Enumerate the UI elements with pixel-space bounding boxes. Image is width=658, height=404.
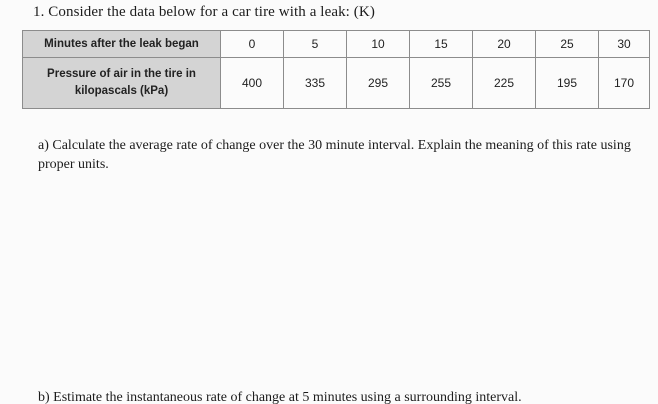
table-cell: 195	[536, 58, 599, 109]
table-cell: 295	[347, 58, 410, 109]
table-cell: 20	[473, 31, 536, 58]
table-cell: 10	[347, 31, 410, 58]
table-row-pressure	[23, 58, 650, 109]
row-header-pressure-line2: kilopascals (kPa)	[74, 85, 169, 97]
table-cell: 170	[599, 58, 650, 109]
question-part-a: a) Calculate the average rate of change over the 30 minute interval. Explain the meaning of this rate using proper units.	[38, 138, 631, 172]
table-cell: 15	[410, 31, 473, 58]
data-table	[22, 30, 650, 109]
question-title: 1. Consider the data below for a car tire with a leak: (K)	[33, 4, 375, 20]
table-row-minutes	[23, 31, 650, 58]
table-cell: 255	[410, 58, 473, 109]
table-cell: 400	[221, 58, 284, 109]
table-cell: 335	[284, 58, 347, 109]
table-cell: 30	[599, 31, 650, 58]
table-cell: 25	[536, 31, 599, 58]
row-header-pressure	[23, 58, 221, 109]
question-part-b: b) Estimate the instantaneous rate of change at 5 minutes using a surrounding interval.	[38, 390, 522, 404]
row-header-pressure-line1: Pressure of air in the tire in	[47, 68, 196, 80]
table-cell: 225	[473, 58, 536, 109]
row-header-minutes: Minutes after the leak began	[23, 31, 221, 58]
table-cell: 5	[284, 31, 347, 58]
table-cell: 0	[221, 31, 284, 58]
